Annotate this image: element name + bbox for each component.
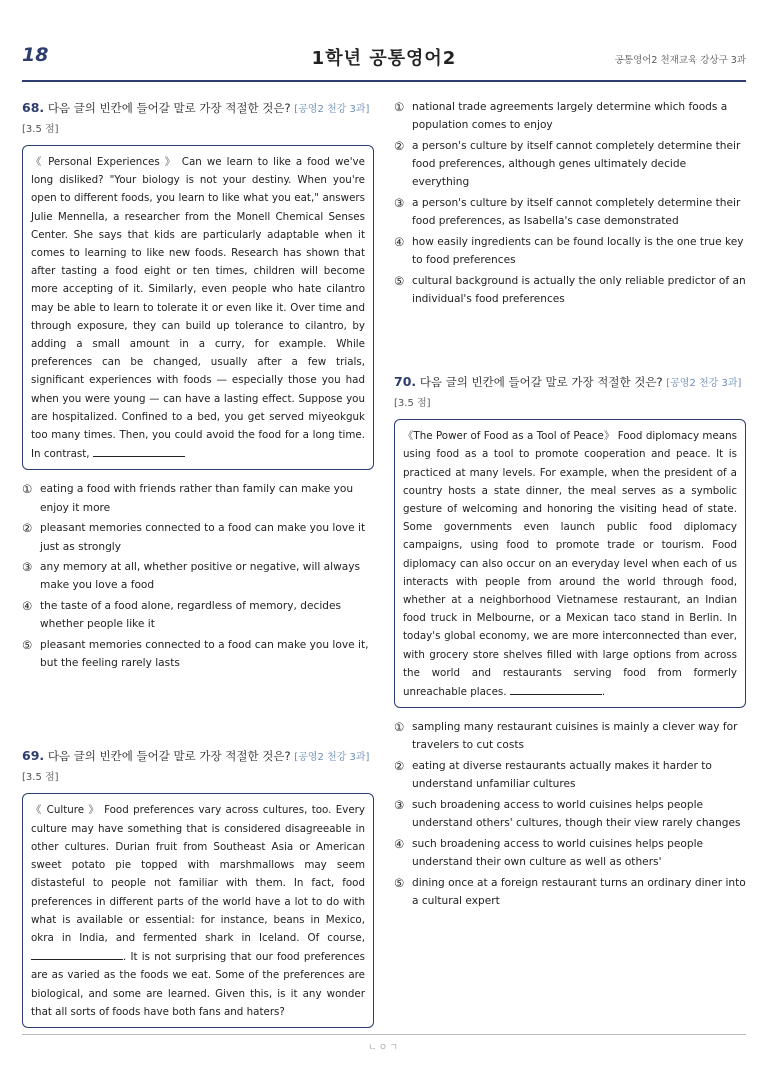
question-points: [3.5 점]: [394, 398, 431, 410]
answer-option[interactable]: [22, 519, 374, 555]
option-text: the taste of a food alone, regardless of memory, decides whether people like it: [40, 600, 342, 631]
right-column: [394, 98, 746, 913]
option-text: eating at diverse restaurants actually makes it harder to understand unfamiliar cultures: [412, 760, 712, 791]
question-source: [공영2 천강 3과]: [294, 752, 370, 764]
option-mark: ③: [22, 560, 33, 575]
option-mark: ①: [394, 100, 405, 114]
answer-option[interactable]: [394, 194, 746, 230]
option-mark: ③: [394, 798, 405, 813]
option-text: any memory at all, whether positive or negative, will always make you love a food: [40, 561, 361, 592]
answer-blank: [510, 682, 602, 695]
option-mark: ⑤: [394, 273, 405, 288]
answer-option[interactable]: [394, 757, 746, 793]
option-mark: ②: [394, 138, 405, 153]
option-mark: ⑤: [394, 875, 405, 890]
question-header: [22, 746, 374, 787]
question-source: [공영2 천강 3과]: [294, 104, 370, 115]
option-text: national trade agreements largely determine which foods a population comes to enjoy: [412, 101, 728, 132]
option-text: dining once at a foreign restaurant turns an ordinary diner into a cultural expert: [412, 876, 746, 908]
option-mark: ④: [394, 837, 405, 851]
answer-option[interactable]: [394, 272, 746, 308]
option-mark: ①: [394, 720, 405, 735]
passage-text-after: . It is not surprising that our food preferences are as varied as the foods we eat. Some of the preferences are biological, and some are learned. Given this, is it any wonder that all sorts of foods have both fans and haters?: [31, 951, 365, 1018]
question-points: [3.5 점]: [22, 124, 59, 135]
passage-text: 《 Personal Experiences 》 Can we learn to like a food we've long disliked? "Your biology is not your destiny. When you're open to different foods, you learn to like what you eat," answers Julie Mennella, a researcher from the Monell Chemical Senses Center. She says that kids are particularly adaptable when it comes to learning to like new foods. Research has shown that after tasting a food eight or ten times, children will become more accepting of it. Similarly, even people who hate cilantro may be able to learn to tolerate it or even like it. Over time and through exposure, they can build up tolerance to cilantro, by adding a small amount in a curry, for example. While preferences can be changed, usually after a few trials, significant experiences with foods — especially those you had when you were young — can have a lasting effect. Suppose you are hospitalized. Confined to a bed, you get served miyeokguk too many times. Then, you could avoid the food for a long time. In contrast,: [31, 156, 365, 461]
answer-option[interactable]: [394, 137, 746, 192]
footer-text: ㄴㅇㄱ: [367, 1043, 401, 1053]
question-number: 69.: [22, 748, 45, 764]
question-prompt: 다음 글의 빈칸에 들어갈 말로 가장 적절한 것은?: [419, 375, 663, 390]
answer-blank: [93, 444, 185, 457]
answer-options-69: [394, 98, 746, 308]
option-mark: ③: [394, 196, 405, 211]
option-text: eating a food with friends rather than family can make you enjoy it more: [40, 483, 354, 514]
passage-text-after: .: [601, 686, 606, 699]
question-source: [공영2 천강 3과]: [666, 378, 742, 390]
option-text: pleasant memories connected to a food can make you love it, but the feeling rarely lasts: [40, 639, 369, 670]
page-number: 18: [22, 44, 49, 66]
passage-box: [394, 419, 746, 708]
question-prompt: 다음 글의 빈칸에 들어갈 말로 가장 적절한 것은?: [47, 101, 291, 115]
option-text: sampling many restaurant cuisines is mainly a clever way for travelers to cut costs: [412, 721, 738, 752]
option-text: a person's culture by itself cannot completely determine their food preferences, as Isabella's case demonstrated: [412, 197, 741, 228]
passage-text: 《 Culture 》 Food preferences vary across cultures, too. Every culture may have something that is considered disagreeable in other cultures. Durian fruit from Southeast Asia or American sweet potato pie topped with marshmallows may seem distasteful to people not familiar with them. In fact, food preferences in different parts of the world have a lot to do with what is available or essential: for instance, beans in Mexico, okra in India, and fermented shark in Iceland. Of course,: [31, 804, 365, 944]
question-69: [22, 746, 374, 1027]
question-prompt: 다음 글의 빈칸에 들어갈 말로 가장 적절한 것은?: [47, 749, 291, 764]
page-title: 1학년 공통영어2: [311, 48, 457, 69]
footer-divider: [22, 1034, 746, 1035]
answer-option[interactable]: [22, 597, 374, 633]
option-mark: ④: [22, 599, 33, 614]
answer-option[interactable]: [394, 874, 746, 910]
option-mark: ①: [22, 482, 33, 497]
option-text: cultural background is actually the only reliable predictor of an individual's food preferences: [412, 274, 746, 306]
answer-option[interactable]: [394, 98, 746, 134]
option-mark: ②: [394, 759, 405, 774]
page-header: [22, 36, 746, 82]
answer-option[interactable]: [22, 636, 374, 672]
option-text: pleasant memories connected to a food can make you love it just as strongly: [40, 522, 366, 553]
answer-blank: [31, 947, 123, 960]
passage-box: [22, 793, 374, 1027]
option-text: a person's culture by itself cannot completely determine their food preferences, although genes ultimately decide everything: [412, 139, 741, 189]
question-number: 70.: [394, 374, 417, 390]
option-text: such broadening access to world cuisines helps people understand others' cultures, though their view rarely changes: [412, 799, 741, 830]
option-text: such broadening access to world cuisines helps people understand their own culture as well as others': [412, 838, 704, 869]
answer-option[interactable]: [394, 835, 746, 871]
question-header: [394, 372, 746, 413]
answer-option[interactable]: [394, 718, 746, 754]
answer-option[interactable]: [22, 480, 374, 516]
passage-box: [22, 145, 374, 470]
question-70: [394, 372, 746, 910]
question-number: 68.: [22, 100, 45, 115]
answer-option[interactable]: [394, 796, 746, 832]
answer-option[interactable]: [22, 558, 374, 594]
question-68: [22, 98, 374, 672]
page-meta: 공통영어2 천재교육 강상구 3과: [614, 55, 746, 66]
passage-text: 《The Power of Food as a Tool of Peace》 Food diplomacy means using food as a tool to promote cooperation and peace. It is practiced at many levels. For example, when the president of a country hosts a state dinner, the meal serves as a symbolic gesture of welcoming and honoring the visiting head of state. Some governments even launch public food diplomacy campaigns, using food to promote trade or tourism. Food diplomacy can also occur on an everyday level when each of us interacts with people from around the world through food, whether at a neighborhood Vietnamese restaurant, an Indian food truck in Melbourne, or a Mexican taco stand in Berlin. In today's global economy, we are more interconnected than ever, with grocery store shelves filled with large options from across the world and restaurants serving food from formerly unreachable places.: [403, 430, 737, 699]
left-column: [22, 98, 374, 1028]
answer-options: [394, 718, 746, 910]
answer-options: [22, 480, 374, 672]
answer-option[interactable]: [394, 233, 746, 269]
option-text: how easily ingredients can be found locally is the one true key to food preferences: [412, 235, 744, 267]
option-mark: ②: [22, 521, 33, 536]
question-header: [22, 98, 374, 139]
question-points: [3.5 점]: [22, 772, 59, 784]
option-mark: ⑤: [22, 638, 33, 653]
option-mark: ④: [394, 234, 405, 249]
